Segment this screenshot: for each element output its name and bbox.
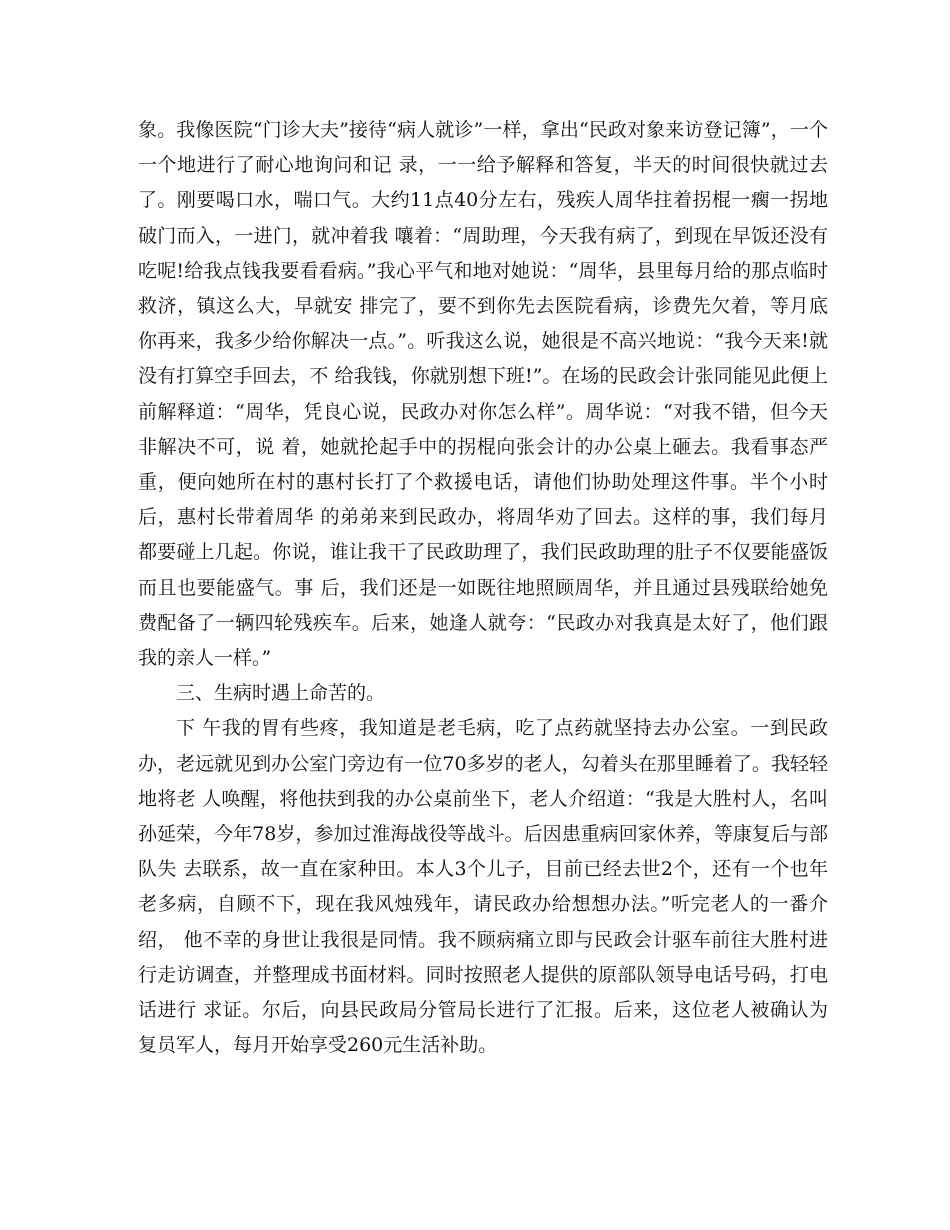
section-heading-three: 三、生病时遇上命苦的。 xyxy=(176,682,386,705)
paragraph-old-veteran-story: 下 午我的胃有些疼，我知道是老毛病，吃了点药就坚持去办公室。一到民政办，老远就见到办公室门旁边有一位70多岁的老人，勾着头在那里睡着了。我轻轻地将老 人唤醒，将他扶到我的办公桌前坐下，老人介绍道：“我是大胜村人，名叫孙延荣，今年78岁，参加过淮海战役等战斗。后因患重病回家休养，等康复后与部队失 去联系，故一直在家种田。本人3个儿子，目前已经去世2个，还有一个也年老多病，自顾不下，现在我风烛残年，请民政办给想想办法。”听完老人的一番介绍， 他不幸的身世让我很是同情。我不顾病痛立即与民政会计驱车前往大胜村进行走访调查，并整理成书面材料。同时按照老人提供的原部队领导电话号码，打电话进行 求证。尔后，向县民政局分管局长进行了汇报。后来，这位老人被确认为复员军人，每月开始享受260元生活补助。 xyxy=(138,717,828,1057)
paragraph-visitor-story: 象。我像医院“门诊大夫”接待“病人就诊”一样，拿出“民政对象来访登记簿”，一个一个地进行了耐心地询问和记 录，一一给予解释和答复，半天的时间很快就过去了。刚要喝口水，喘口气。大约11点40分左右，残疾人周华拄着拐棍一瘸一拐地破门而入，一进门，就冲着我 嚷着：“周助理，今天我有病了，到现在早饭还没有吃呢!给我点钱我要看看病。”我心平气和地对她说：“周华，县里每月给的那点临时救济，镇这么大，早就安 排完了，要不到你先去医院看病，诊费先欠着，等月底你再来，我多少给你解决一点。”。听我这么说，她很是不高兴地说：“我今天来!就没有打算空手回去，不 给我钱，你就别想下班!”。在场的民政会计张同能见此便上前解释道：“周华，凭良心说，民政办对你怎么样”。周华说：“对我不错，但今天非解决不可，说 着，她就抡起手中的拐棍向张会计的办公桌上砸去。我看事态严重，便向她所在村的惠村长打了个救援电话，请他们协助处理这件事。半个小时后，惠村长带着周华 的弟弟来到民政办，将周华劝了回去。这样的事，我们每月都要碰上几起。你说，谁让我干了民政助理了，我们民政助理的肚子不仅要能盛饭而且也要能盛气。事 后，我们还是一如既往地照顾周华，并且通过县残联给她免费配备了一辆四轮残疾车。后来，她逢人就夸：“民政办对我真是太好了，他们跟我的亲人一样。” xyxy=(138,119,828,670)
document-body xyxy=(138,113,828,1063)
